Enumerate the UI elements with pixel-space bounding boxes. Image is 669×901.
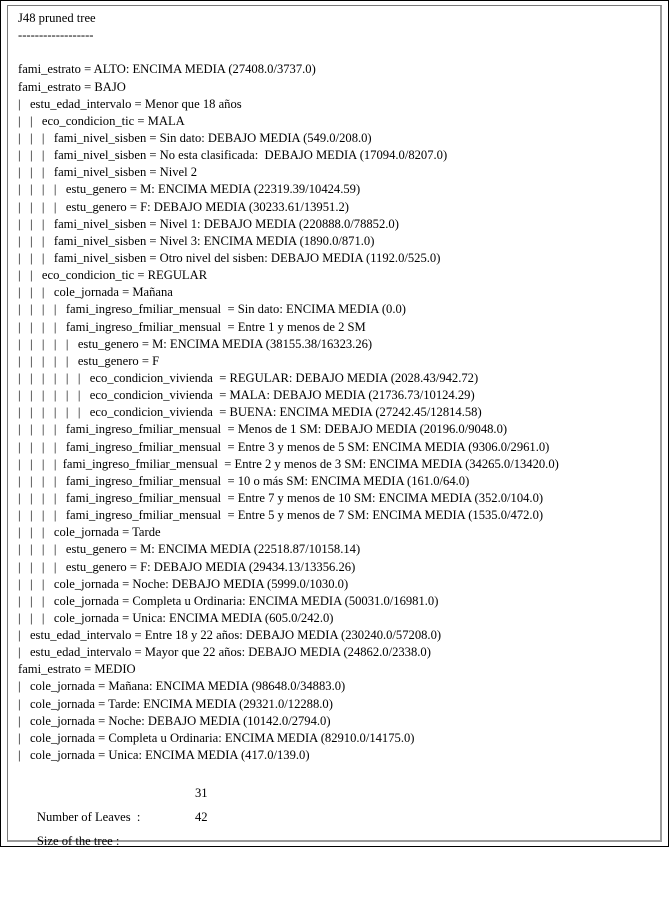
- tree-line: | | | | estu_genero = M: ENCIMA MEDIA (22319.39/10424.59): [18, 182, 361, 197]
- tree-line: | | | fami_nivel_sisben = Sin dato: DEBAJO MEDIA (549.0/208.0): [18, 130, 372, 145]
- tree-title: J48 pruned tree: [18, 11, 96, 25]
- tree-line: | | | cole_jornada = Noche: DEBAJO MEDIA (5999.0/1030.0): [18, 576, 349, 591]
- tree-lines: [18, 61, 559, 764]
- tree-line: | | | cole_jornada = Unica: ENCIMA MEDIA (605.0/242.0): [18, 610, 334, 625]
- tree-line: | cole_jornada = Unica: ENCIMA MEDIA (417.0/139.0): [18, 748, 310, 763]
- tree-line: | | | cole_jornada = Tarde: [18, 525, 161, 540]
- tree-line: | | | | estu_genero = F: DEBAJO MEDIA (30233.61/13951.2): [18, 199, 349, 214]
- spacer: [18, 44, 559, 61]
- tree-line: | | | | estu_genero = M: ENCIMA MEDIA (22518.87/10158.14): [18, 542, 361, 557]
- tree-line: | cole_jornada = Noche: DEBAJO MEDIA (10142.0/2794.0): [18, 713, 331, 728]
- tree-line: | | | | fami_ingreso_fmiliar_mensual = Entre 5 y menos de 7 SM: ENCIMA MEDIA (1535.0/472.0): [18, 508, 544, 523]
- tree-line: | | eco_condicion_tic = MALA: [18, 113, 185, 128]
- tree-line: | | | | | | eco_condicion_vivienda = BUENA: ENCIMA MEDIA (27242.45/12814.58): [18, 405, 482, 420]
- size-stat: [18, 805, 559, 849]
- tree-line: | | | | fami_ingreso_fmiliar_mensual = Entre 2 y menos de 3 SM: ENCIMA MEDIA (34265.0/13420.0): [18, 456, 559, 471]
- tree-line: fami_estrato = MEDIO: [18, 662, 136, 677]
- tree-line: | estu_edad_intervalo = Menor que 18 años: [18, 96, 242, 111]
- tree-line: | | | | | estu_genero = M: ENCIMA MEDIA (38155.38/16323.26): [18, 336, 373, 351]
- tree-line: | | | | fami_ingreso_fmiliar_mensual = Sin dato: ENCIMA MEDIA (0.0): [18, 302, 406, 317]
- tree-line: | | | fami_nivel_sisben = Otro nivel del sisben: DEBAJO MEDIA (1192.0/525.0): [18, 250, 441, 265]
- tree-line: | cole_jornada = Mañana: ENCIMA MEDIA (98648.0/34883.0): [18, 679, 346, 694]
- tree-line: | | | | fami_ingreso_fmiliar_mensual = 10 o más SM: ENCIMA MEDIA (161.0/64.0): [18, 473, 470, 488]
- tree-line: | | | | | | eco_condicion_vivienda = MALA: DEBAJO MEDIA (21736.73/10124.29): [18, 388, 475, 403]
- tree-line: | | | fami_nivel_sisben = No esta clasificada: DEBAJO MEDIA (17094.0/8207.0): [18, 148, 448, 163]
- tree-line: | | | cole_jornada = Mañana: [18, 285, 173, 300]
- tree-line: | | | | fami_ingreso_fmiliar_mensual = Entre 3 y menos de 5 SM: ENCIMA MEDIA (9306.0/2961.0): [18, 439, 550, 454]
- tree-line: | estu_edad_intervalo = Mayor que 22 años: DEBAJO MEDIA (24862.0/2338.0): [18, 645, 431, 660]
- tree-line: | | | | fami_ingreso_fmiliar_mensual = Menos de 1 SM: DEBAJO MEDIA (20196.0/9048.0): [18, 422, 508, 437]
- leaves-label: Number of Leaves :: [36, 810, 141, 825]
- tree-line: | cole_jornada = Tarde: ENCIMA MEDIA (29321.0/12288.0): [18, 696, 333, 711]
- tree-line: fami_estrato = ALTO: ENCIMA MEDIA (27408.0/3737.0): [18, 62, 316, 77]
- tree-line: fami_estrato = BAJO: [18, 79, 126, 94]
- tree-line: | | | | estu_genero = F: DEBAJO MEDIA (29434.13/13356.26): [18, 559, 356, 574]
- tree-line: | | | fami_nivel_sisben = Nivel 2: [18, 165, 198, 180]
- leaves-value: 31: [195, 786, 208, 801]
- tree-line: | | | | | | eco_condicion_vivienda = REGULAR: DEBAJO MEDIA (2028.43/942.72): [18, 370, 479, 385]
- tree-line: | | | | | estu_genero = F: [18, 353, 160, 368]
- tree-line: | | | cole_jornada = Completa u Ordinaria: ENCIMA MEDIA (50031.0/16981.0): [18, 593, 439, 608]
- tree-line: | | | | fami_ingreso_fmiliar_mensual = Entre 7 y menos de 10 SM: ENCIMA MEDIA (352.0/104.0): [18, 490, 544, 505]
- tree-line: | | | fami_nivel_sisben = Nivel 1: DEBAJO MEDIA (220888.0/78852.0): [18, 216, 399, 231]
- tree-line: | | | | fami_ingreso_fmiliar_mensual = Entre 1 y menos de 2 SM: [18, 319, 366, 334]
- tree-line: | | eco_condicion_tic = REGULAR: [18, 268, 208, 283]
- size-label: Size of the tree :: [36, 834, 120, 849]
- tree-line: | | | fami_nivel_sisben = Nivel 3: ENCIMA MEDIA (1890.0/871.0): [18, 233, 375, 248]
- tree-separator: ------------------: [18, 28, 94, 43]
- size-value: 42: [195, 810, 208, 825]
- tree-line: | estu_edad_intervalo = Entre 18 y 22 años: DEBAJO MEDIA (230240.0/57208.0): [18, 628, 442, 643]
- tree-line: | cole_jornada = Completa u Ordinaria: ENCIMA MEDIA (82910.0/14175.0): [18, 730, 415, 745]
- spacer: [18, 764, 559, 781]
- tree-output: [18, 10, 559, 849]
